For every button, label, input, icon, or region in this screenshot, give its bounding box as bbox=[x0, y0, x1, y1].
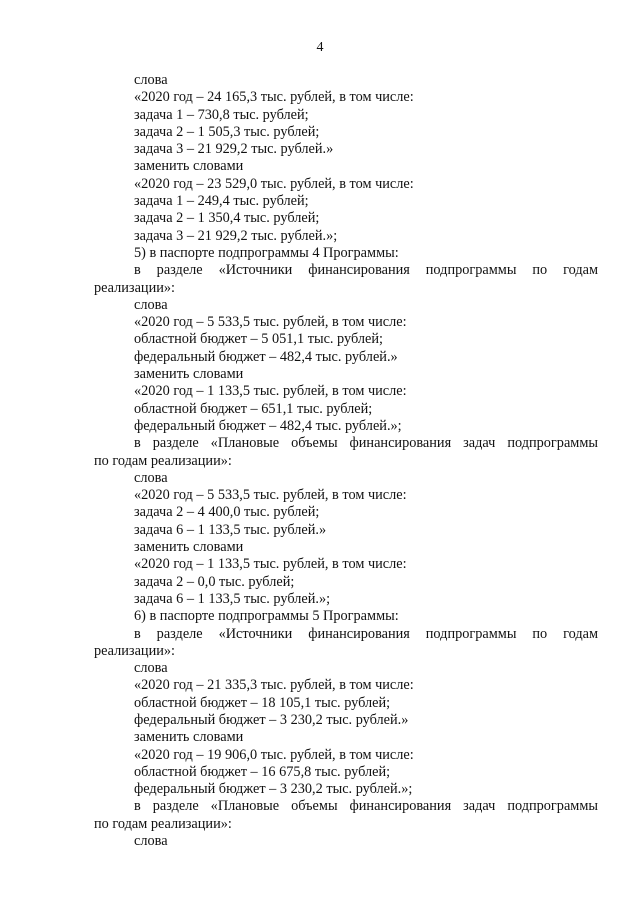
text-line: «2020 год – 21 335,3 тыс. рублей, в том числе: bbox=[134, 677, 414, 694]
text-line: в разделе «Источники финансирования подпрограммы по годам bbox=[134, 625, 598, 642]
text-line: 5) в паспорте подпрограммы 4 Программы: bbox=[134, 244, 399, 261]
text-line: задача 2 – 1 350,4 тыс. рублей; bbox=[134, 210, 320, 227]
text-line: реализации»: bbox=[94, 279, 175, 296]
text-line: «2020 год – 1 133,5 тыс. рублей, в том числе: bbox=[134, 556, 407, 573]
text-line: слова bbox=[134, 469, 168, 486]
text-line: областной бюджет – 16 675,8 тыс. рублей; bbox=[134, 763, 391, 780]
text-line: в разделе «Плановые объемы финансирования задач подпрограммы bbox=[134, 435, 598, 452]
text-line: федеральный бюджет – 482,4 тыс. рублей.»; bbox=[134, 417, 402, 434]
text-line: задача 2 – 0,0 тыс. рублей; bbox=[134, 573, 295, 590]
text-line: задача 2 – 1 505,3 тыс. рублей; bbox=[134, 123, 320, 140]
text-line: реализации»: bbox=[94, 642, 175, 659]
text-line: «2020 год – 23 529,0 тыс. рублей, в том числе: bbox=[134, 175, 414, 192]
text-line: задача 3 – 21 929,2 тыс. рублей.» bbox=[134, 141, 334, 158]
text-line: слова bbox=[134, 72, 168, 88]
text-line: заменить словами bbox=[134, 539, 244, 556]
text-line: областной бюджет – 5 051,1 тыс. рублей; bbox=[134, 331, 384, 348]
text-line: задача 1 – 249,4 тыс. рублей; bbox=[134, 193, 309, 210]
document-body bbox=[94, 72, 598, 850]
text-line: задача 6 – 1 133,5 тыс. рублей.» bbox=[134, 521, 327, 538]
text-line: заменить словами bbox=[134, 729, 244, 746]
text-line: задача 1 – 730,8 тыс. рублей; bbox=[134, 106, 309, 123]
text-line: слова bbox=[134, 833, 168, 850]
text-line: слова bbox=[134, 660, 168, 677]
text-line: федеральный бюджет – 482,4 тыс. рублей.» bbox=[134, 348, 398, 365]
text-line: задача 3 – 21 929,2 тыс. рублей.»; bbox=[134, 227, 338, 244]
text-line: 6) в паспорте подпрограммы 5 Программы: bbox=[134, 608, 399, 625]
text-line: заменить словами bbox=[134, 366, 244, 383]
text-line: заменить словами bbox=[134, 158, 244, 175]
text-line: областной бюджет – 18 105,1 тыс. рублей; bbox=[134, 694, 391, 711]
text-line: в разделе «Плановые объемы финансирования задач подпрограммы bbox=[134, 798, 598, 815]
text-line: по годам реализации»: bbox=[94, 452, 232, 469]
text-line: задача 6 – 1 133,5 тыс. рублей.»; bbox=[134, 590, 331, 607]
text-line: «2020 год – 1 133,5 тыс. рублей, в том числе: bbox=[134, 383, 407, 400]
text-line: «2020 год – 19 906,0 тыс. рублей, в том числе: bbox=[134, 746, 414, 763]
text-line: федеральный бюджет – 3 230,2 тыс. рублей.»; bbox=[134, 781, 413, 798]
text-line: «2020 год – 5 533,5 тыс. рублей, в том числе: bbox=[134, 314, 407, 331]
text-line: областной бюджет – 651,1 тыс. рублей; bbox=[134, 400, 373, 417]
text-line: федеральный бюджет – 3 230,2 тыс. рублей.» bbox=[134, 711, 409, 728]
text-line: «2020 год – 24 165,3 тыс. рублей, в том числе: bbox=[134, 89, 414, 106]
text-line: «2020 год – 5 533,5 тыс. рублей, в том числе: bbox=[134, 487, 407, 504]
text-line: задача 2 – 4 400,0 тыс. рублей; bbox=[134, 504, 320, 521]
text-line: по годам реализации»: bbox=[94, 815, 232, 832]
text-line: в разделе «Источники финансирования подпрограммы по годам bbox=[134, 262, 598, 279]
text-line: слова bbox=[134, 296, 168, 313]
page-number: 4 bbox=[316, 40, 324, 55]
